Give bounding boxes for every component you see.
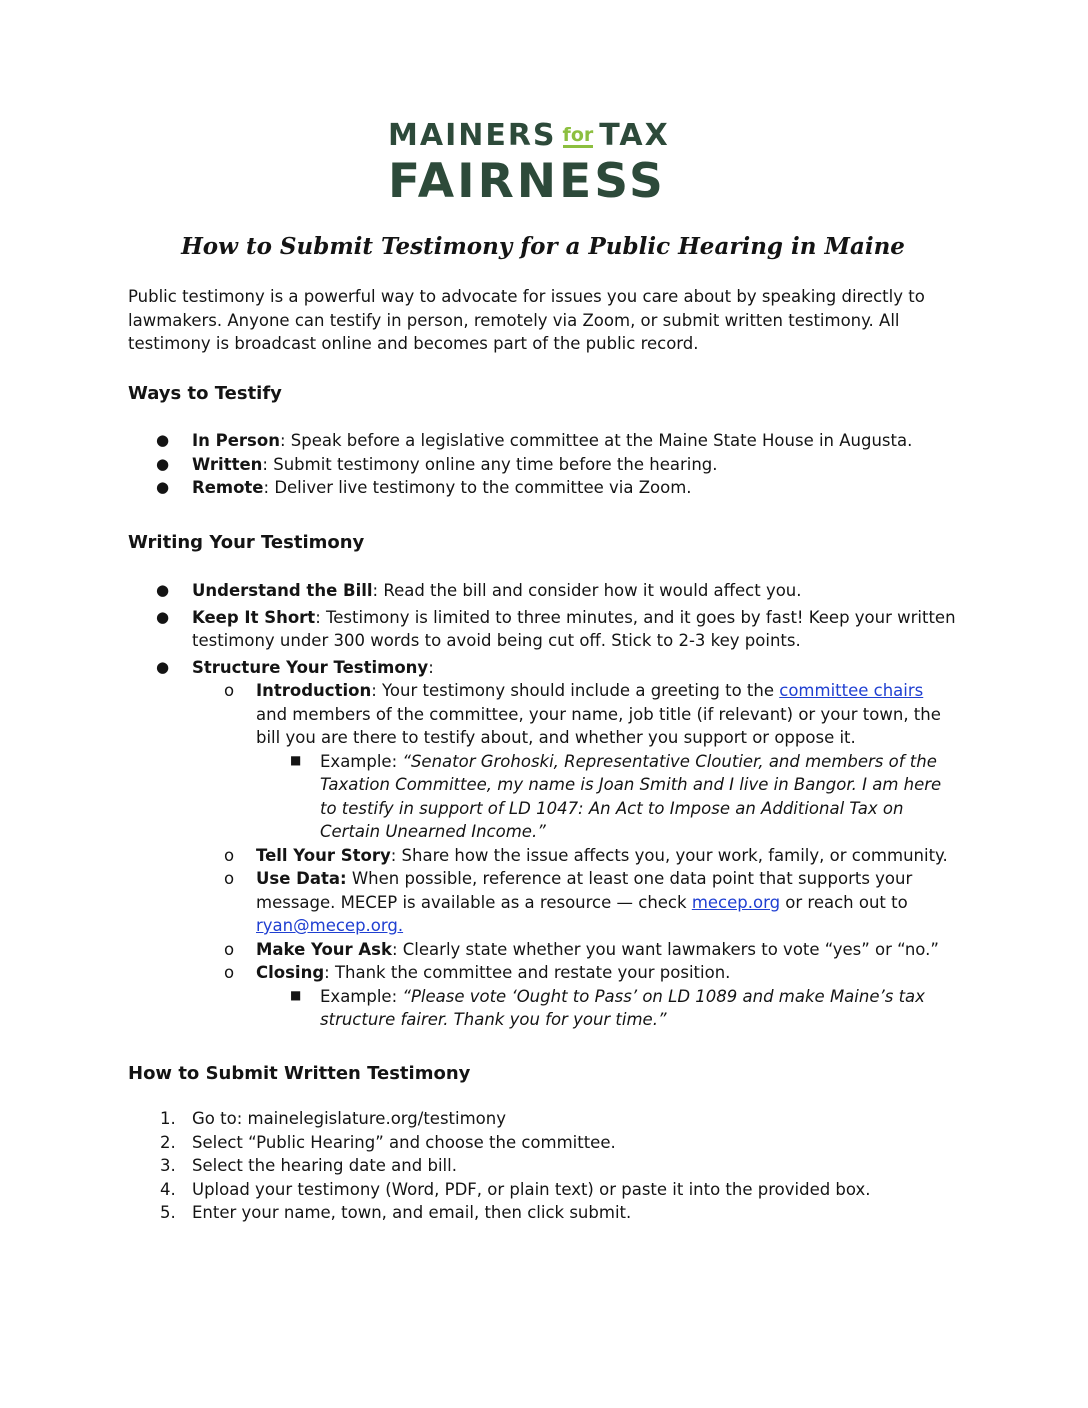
sub-item-closing [128,961,958,985]
step-number: 5. [160,1203,176,1222]
submit-steps [128,1107,958,1225]
list-item [128,453,958,477]
item-text: : Submit testimony online any time before the hearing. [262,454,718,474]
ways-list [128,429,958,500]
list-item [128,476,958,500]
item-label: Remote [192,478,264,497]
mecep-link[interactable]: mecep.org [691,892,781,912]
item-text: : Read the bill and consider how it would affect you. [372,581,802,600]
item-text: : Share how the issue affects you, your work, family, or community. [390,845,948,865]
list-item [128,429,958,453]
sub-item-ask [128,938,958,962]
item-text: : Testimony is limited to three minutes, and it goes by fast! Keep your written testimony under 300 words to avoid being cut off. Stick to 2-3 key points. [192,607,956,650]
item-text: : Thank the committee and restate your position. [324,963,731,982]
bullet-icon: ● [156,478,170,496]
intro-paragraph: Public testimony is a powerful way to advocate for issues you care about by speaking directly to lawmakers. Anyone can testify in person, remotely via Zoom, or submit written testimony. All testimony is broadcast online and becomes part of the public record. [128,287,925,353]
item-text: : Speak before a legislative committee at the Maine State House in Augusta. [279,431,913,450]
bullet-icon: ● [156,607,170,626]
step-text: Enter your name, town, and email, then click submit. [192,1203,632,1222]
square-bullet-icon: ■ [290,987,302,1002]
item-text: : [428,657,434,677]
list-item [128,656,958,680]
ways-heading: Ways to Testify [128,383,282,404]
item-text: and members of the committee, your name, job title (if relevant) or your town, the bill you are there to testify about, and whether you support or oppose it. [256,704,941,747]
bullet-icon: ● [156,454,170,473]
step-text: Select “Public Hearing” and choose the committee. [192,1132,616,1152]
step-item [128,1178,958,1202]
item-text: : Deliver live testimony to the committee via Zoom. [263,478,692,497]
logo-mainers: MAINERS [388,118,557,153]
circle-bullet-icon: o [224,939,235,959]
list-item [128,606,958,653]
circle-bullet-icon: o [224,869,235,888]
example-item [128,750,958,844]
item-text: : Clearly state whether you want lawmakers to vote “yes” or “no.” [391,939,939,959]
example-item [128,985,958,1032]
example-label: Example: [320,986,403,1006]
submit-heading: How to Submit Written Testimony [128,1063,471,1084]
item-label: Keep It Short [192,607,316,627]
item-label: Make Your Ask [256,939,392,959]
item-label: In Person [192,431,280,450]
circle-bullet-icon: o [224,963,235,982]
writing-heading: Writing Your Testimony [128,532,365,553]
email-link[interactable]: ryan@mecep.org. [256,916,404,935]
sub-item-story [128,844,958,868]
item-text: or reach out to [780,892,908,912]
step-number: 4. [160,1179,176,1199]
step-text: Select the hearing date and bill. [192,1156,457,1175]
logo-tax: TAX [599,118,670,153]
example-text: “Please vote ‘Ought to Pass’ on LD 1089 and make Maine’s tax structure fairer. Thank you for your time.” [320,986,925,1029]
example-text: “Senator Grohoski, Representative Cloutier, and members of the Taxation Committee, my name is Joan Smith and I live in Bangor. I am here to testify in support of LD 1047: An Act to Impose an Additional Tax on Certain Unearned Income.” [320,751,942,841]
page-title: How to Submit Testimony for a Public Hearing in Maine [181,233,905,260]
committee-chairs-link[interactable]: committee chairs [779,681,924,700]
item-label: Closing [256,963,325,982]
step-text: Go to: mainelegislature.org/testimony [192,1109,506,1128]
item-text: When possible, reference at least one data point that supports your message. MECEP is available as a resource — check [256,869,913,912]
sub-item-data [128,867,958,938]
writing-list [128,579,958,1032]
item-text: : Your testimony should include a greeting to the [371,681,780,700]
item-label: Introduction [256,681,372,700]
square-bullet-icon: ■ [290,752,302,767]
logo-for: for [562,123,594,146]
step-text: Upload your testimony (Word, PDF, or plain text) or paste it into the provided box. [192,1179,871,1199]
logo-fairness: FAIRNESS [388,154,666,209]
step-number: 1. [160,1109,176,1128]
step-item [128,1201,958,1225]
step-item [128,1131,958,1155]
logo [388,118,708,208]
bullet-icon: ● [156,581,170,599]
sub-item-introduction [128,679,958,750]
example-label: Example: [320,751,403,771]
list-item [128,579,958,603]
circle-bullet-icon: o [224,681,235,700]
item-label: Structure Your Testimony [192,657,429,677]
item-label: Understand the Bill [192,581,373,600]
step-number: 2. [160,1132,176,1152]
step-item [128,1107,958,1131]
step-number: 3. [160,1156,176,1175]
bullet-icon: ● [156,431,170,449]
circle-bullet-icon: o [224,845,235,865]
item-label: Written [192,454,263,474]
step-item [128,1154,958,1178]
bullet-icon: ● [156,657,170,676]
item-label: Use Data: [256,869,347,888]
item-label: Tell Your Story [256,845,391,865]
